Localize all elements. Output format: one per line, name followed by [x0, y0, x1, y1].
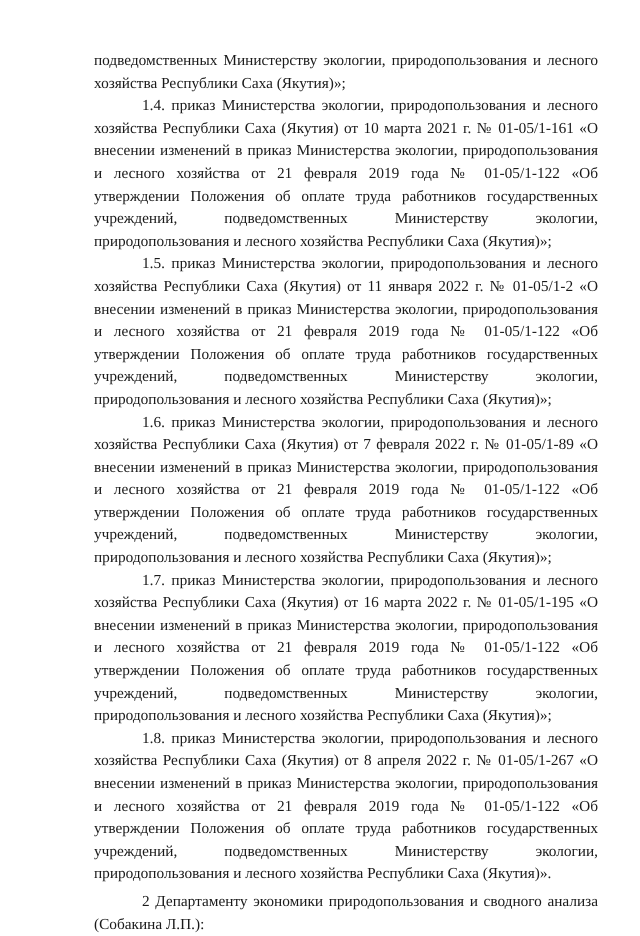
list-item-1-5: 1.5. приказ Министерства экологии, природопользования и лесного хозяйства Республики Саха (Якутия) от 11 января 2022 г. № 01-05/1-2 «О внесении изменений в приказ Министерства экологии, природопользования и лесного хозяйства от 21 февраля 2019 года № 01-05/1-122 «Об утверждении Положения об оплате труда работников государственных учреждений, подведомственных Министерству экологии, природопользования и лесного хозяйства Республики Саха (Якутия)»; — [94, 255, 598, 408]
section-2-paragraph: 2 Департаменту экономики природопользования и сводного анализа (Собакина Л.П.): — [94, 892, 598, 933]
list-item-1-7: 1.7. приказ Министерства экологии, природопользования и лесного хозяйства Республики Саха (Якутия) от 16 марта 2022 г. № 01-05/1-195 «О внесении изменений в приказ Министерства экологии, природопользования и лесного хозяйства от 21 февраля 2019 года № 01-05/1-122 «Об утверждении Положения об оплате труда работников государственных учреждений, подведомственных Министерству экологии, природопользования и лесного хозяйства Республики Саха (Якутия)»; — [94, 571, 598, 725]
paragraph-continuation: подведомственных Министерству экологии, природопользования и лесного хозяйства Республики Саха (Якутия)»; — [94, 52, 598, 92]
list-item-1-6: 1.6. приказ Министерства экологии, природопользования и лесного хозяйства Республики Саха (Якутия) от 7 февраля 2022 г. № 01-05/1-89 «О внесении изменений в приказ Министерства экологии, природопользования и лесного хозяйства от 21 февраля 2019 года № 01-05/1-122 «Об утверждении Положения об оплате труда работников государственных учреждений, подведомственных Министерству экологии, природопользования и лесного хозяйства Республики Саха (Якутия)»; — [94, 413, 598, 567]
document-page — [94, 50, 598, 936]
list-item-1-4: 1.4. приказ Министерства экологии, природопользования и лесного хозяйства Республики Саха (Якутия) от 10 марта 2021 г. № 01-05/1-161 «О внесении изменений в приказ Министерства экологии, природопользования и лесного хозяйства от 21 февраля 2019 года № 01-05/1-122 «Об утверждении Положения об оплате труда работников государственных учреждений, подведомственных Министерству экологии, природопользования и лесного хозяйства Республики Саха (Якутия)»; — [94, 97, 598, 250]
list-item-1-8: 1.8. приказ Министерства экологии, природопользования и лесного хозяйства Республики Саха (Якутия) от 8 апреля 2022 г. № 01-05/1-267 «О внесении изменений в приказ Министерства экологии, природопользования и лесного хозяйства от 21 февраля 2019 года № 01-05/1-122 «Об утверждении Положения об оплате труда работников государственных учреждений, подведомственных Министерству экологии, природопользования и лесного хозяйства Республики Саха (Якутия)». — [94, 729, 598, 883]
